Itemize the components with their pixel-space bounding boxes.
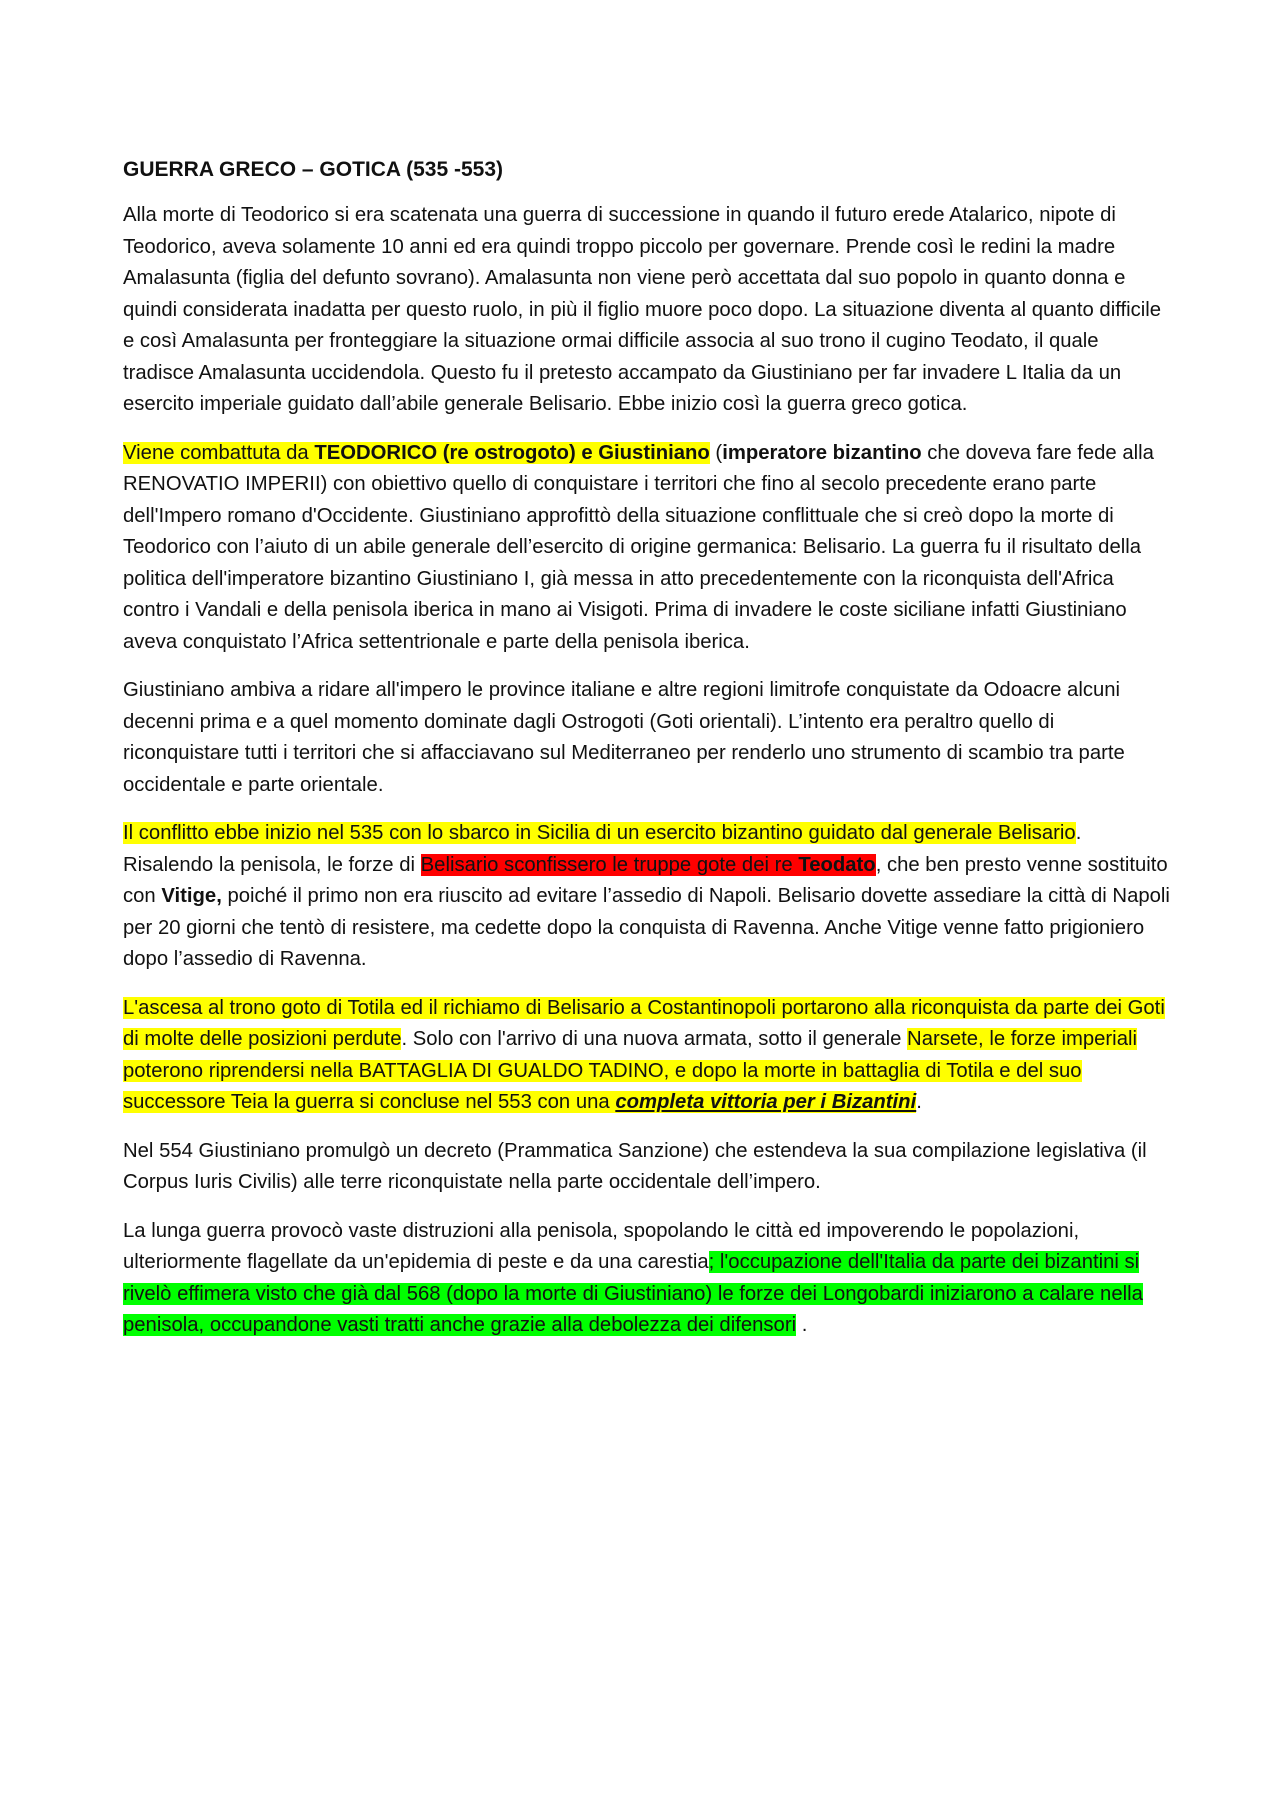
paragraph-war-consequences xyxy=(123,1216,1170,1342)
paragraph-justinian-ambition: Giustiniano ambiva a ridare all'impero le province italiane e altre regioni limitrofe conquistate da Odoacre alcuni decenni prima e a quel momento dominate dagli Ostrogoti (Goti orientali). L’intento era peraltro quello di riconquistare tutti i territori che si affacciavano sul Mediterraneo per renderlo uno strumento di scambio tra parte occidentale e parte orientale. xyxy=(123,679,1125,796)
highlight-yellow: Il conflitto ebbe inizio nel 535 con lo sbarco in Sicilia di un esercito bizantino guidato dal generale Belisario xyxy=(123,822,1076,844)
paragraph-totila xyxy=(123,993,1170,1119)
paragraph-succession: Alla morte di Teodorico si era scatenata una guerra di successione in quando il futuro erede Atalarico, nipote di Teodorico, aveva solamente 10 anni ed era quindi troppo piccolo per governare. Prende così le redini la madre Amalasunta (figlia del defunto sovrano). Amalasunta non viene però accettata dal suo popolo in quanto donna e quindi considerata inadatta per questo ruolo, in più il figlio muore poco dopo. La situazione diventa al quanto difficile e così Amalasunta per fronteggiare la situazione ormai difficile associa al suo trono il cugino Teodato, il quale tradisce Amalasunta uccidendola. Questo fu il pretesto accampato da Giustiniano per far invadere L Italia da un esercito imperiale guidato dall’abile generale Belisario. Ebbe inizio così la guerra greco gotica. xyxy=(123,204,1162,415)
highlight-red xyxy=(421,854,876,876)
text-run: poiché il primo non era riuscito ad evitare l’assedio di Napoli. Belisario dovette assediare la città di Napoli per 20 giorni che tentò di resistere, ma cedette dopo la conquista di Ravenna. Anche Vitige venne fatto prigioniero dopo l’assedio di Ravenna. xyxy=(123,885,1170,970)
text-run: . Solo con l'arrivo di una nuova armata, sotto il generale xyxy=(401,1028,908,1050)
bold-text: imperatore bizantino xyxy=(722,441,922,464)
highlight-yellow: L'ascesa al trono goto di Totila ed il richiamo di Belisario a Costantinopoli portarono alla riconquista da parte dei Goti di molte delle posizioni perdute xyxy=(123,996,1165,1050)
text-run: . Risalendo la penisola, le forze di xyxy=(123,822,1082,876)
highlight-green: ; l'occupazione dell'Italia da parte dei bizantini si rivelò effimera visto che già dal 568 (dopo la morte di Giustiniano) le forze dei Longobardi iniziarono a calare nella penisola, occupandone vasti tratti anche grazie alla debolezza dei difensori xyxy=(123,1251,1143,1336)
text-run: La lunga guerra provocò vaste distruzioni alla penisola, spopolando le città ed impoverendo le popolazioni, ulteriormente flagellate da un'epidemia di peste e da una carestia xyxy=(123,1219,1080,1273)
bold-text: Teodato xyxy=(798,853,876,876)
document-title: GUERRA GRECO – GOTICA (535 -553) xyxy=(123,158,504,181)
paragraph-war-combatants xyxy=(123,438,1170,659)
text-run: Belisario sconfissero le truppe gote dei re xyxy=(420,853,799,876)
text-run: , che ben presto venne sostituito con xyxy=(123,853,1168,907)
paragraph-pragmatic-sanction: Nel 554 Giustiniano promulgò un decreto (Prammatica Sanzione) che estendeva la sua compilazione legislativa (il Corpus Iuris Civilis) alle terre riconquistate nella parte occidentale dell’impero. xyxy=(123,1139,1147,1193)
text-run: Viene combattuta da xyxy=(123,441,315,464)
text-run: . xyxy=(916,1091,922,1113)
paragraph-conflict-start xyxy=(123,818,1170,976)
text-run: che doveva fare fede alla RENOVATIO IMPERII) con obiettivo quello di conquistare i territori che fino al secolo precedente erano parte dell'Impero romano d'Occidente. Giustiniano approfittò della situazione conflittuale che si creò dopo la morte di Teodorico con l’aiuto di un abile generale dell’esercito di origine germanica: Belisario. La guerra fu il risultato della politica dell'imperatore bizantino Giustiniano I, già messa in atto precedentemente con la riconquista dell'Africa contro i Vandali e della penisola iberica in mano ai Visigoti. Prima di invadere le coste siciliane infatti Giustiniano aveva conquistato l’Africa settentrionale e parte della penisola iberica. xyxy=(123,441,1154,653)
text-run: ( xyxy=(709,441,723,464)
highlight-yellow xyxy=(123,442,710,464)
bold-text: TEODORICO (re ostrogoto) e Giustiniano xyxy=(314,441,710,464)
bold-text: Vitige, xyxy=(161,885,222,907)
bold-italic-underline-text: completa vittoria per i Bizantini xyxy=(615,1091,917,1113)
text-run: Narsete, le forze imperiali poterono riprendersi nella BATTAGLIA DI GUALDO TADINO, e dopo la morte in battaglia di Totila e del suo successore Teia la guerra si concluse nel 553 con una xyxy=(123,1028,1137,1113)
text-run: . xyxy=(796,1314,808,1336)
